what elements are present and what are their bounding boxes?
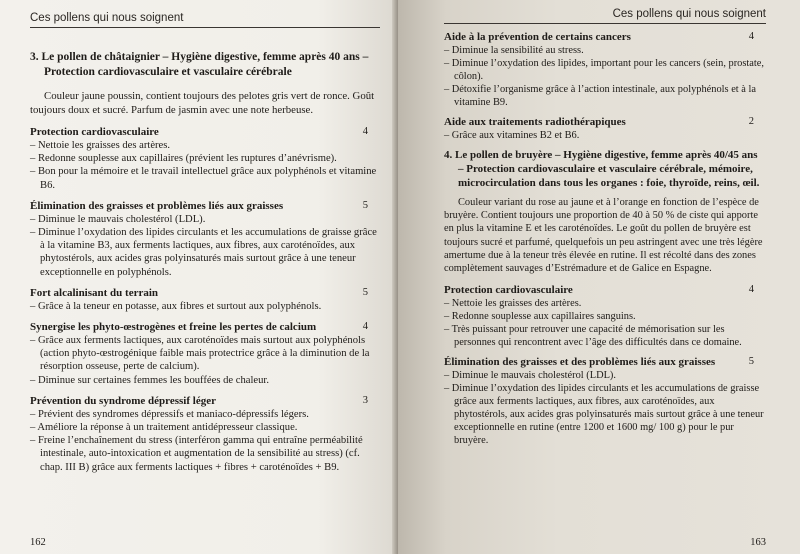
bullet-item: – Grâce aux ferments lactiques, aux caroténoïdes mais surtout aux polyphénols (action phyto-œstrogénique faible mais protectrice grâce à la diminution de la résorption osseuse, perte de calcium). xyxy=(30,334,380,374)
bullet-list xyxy=(30,213,380,279)
section-title: Protection cardiovasculaire xyxy=(444,284,573,297)
page-number: 163 xyxy=(750,537,766,548)
pollen-title-line2: – Protection cardiovasculaire et vasculaire cérébrale, mémoire, microcirculation dans tous les organes : foie, thyroïde, reins, œil. xyxy=(458,163,760,189)
section-title: Prévention du syndrome dépressif léger xyxy=(30,394,216,407)
bullet-item: – Diminue l’oxydation des lipides circulants et les accumulations de graisse grâce à la vitamine B3, aux ferments lactiques, aux fibres, aux caroténoïdes, aux phytostérols, aux acides gras polyinsaturés mais surtout grâce à une teneur exceptionnelle en polyphénols. xyxy=(30,226,380,279)
pollen-title-line1: 3. Le pollen de châtaignier – Hygiène digestive, femme après 40 ans – xyxy=(30,51,369,63)
bullet-item: – Nettoie les graisses des artères. xyxy=(444,297,766,310)
right-page xyxy=(398,0,800,554)
bullet-list xyxy=(444,44,766,109)
pollen-title xyxy=(30,50,380,80)
pollen-title xyxy=(444,148,766,190)
section-title: Élimination des graisses et des problèmes liés aux graisses xyxy=(444,356,716,369)
section-heading xyxy=(444,283,766,297)
section-title: Aide aux traitements radiothérapiques xyxy=(444,116,626,128)
running-head: Ces pollens qui nous soignent xyxy=(444,8,766,24)
bullet-item: – Freine l’enchaînement du stress (interféron gamma qui entraîne perméabilité intestinale, auto-intoxication et augmentation de la sensibilité au stress) (cf. chap. III B) grâce aux ferments lactiques + fibres + caroténoïdes + B9. xyxy=(30,434,380,474)
section xyxy=(444,30,766,109)
section xyxy=(444,283,766,349)
bullet-item: – Bon pour la mémoire et le travail intellectuel grâce aux polyphénols et vitamine B6. xyxy=(30,165,380,191)
bullet-item: – Diminue le mauvais cholestérol (LDL). xyxy=(444,369,766,382)
page-number: 162 xyxy=(30,537,46,548)
section-score: 2 xyxy=(748,116,754,127)
section xyxy=(30,286,380,313)
bullet-list xyxy=(30,300,380,313)
section xyxy=(30,125,380,192)
section-heading xyxy=(30,320,380,334)
bullet-list xyxy=(444,369,766,447)
section-heading xyxy=(30,125,380,139)
bullet-list xyxy=(30,408,380,474)
section-title: Élimination des graisses et problèmes liés aux graisses xyxy=(30,199,284,212)
bullet-item: – Redonne souplesse aux capillaires (prévient les ruptures d’anévrisme). xyxy=(30,152,380,165)
section xyxy=(30,199,380,279)
section-score: 5 xyxy=(748,356,754,368)
section-title: Synergise les phyto-œstrogènes et freine les pertes de calcium xyxy=(30,321,317,334)
bullet-item: – Diminue le mauvais cholestérol (LDL). xyxy=(30,213,380,226)
pollen-title-line2: Protection cardiovasculaire et vasculaire cérébrale xyxy=(44,66,292,78)
bullet-list xyxy=(30,334,380,387)
bullet-item: – Améliore la réponse à un traitement antidépresseur classique. xyxy=(30,421,380,434)
section xyxy=(444,115,766,142)
pollen-intro: Couleur variant du rose au jaune et à l’orange en fonction de l’espèce de bruyère. Contient toujours une proportion de 40 à 50 % de ciste qui apporte en plus la vitamine E et les caroténoïdes. Le goût du pollen de bruyère est toujours sucré et parfumé, quelquefois un peu astringent avec une très légère amertume due à la teneur très élevée en rutine. Il est récolté dans des zones complètement sauvages d’Estrémadure et de Galice en Espagne. xyxy=(444,197,763,275)
section-score: 4 xyxy=(748,284,754,296)
bullet-item: – Diminue l’oxydation des lipides circulants et les accumulations de graisse grâce aux ferments lactiques, aux fibres, aux caroténoïdes, aux phytostérols, aux acides gras polyinsaturés mais surtout grâce à une teneur exceptionnelle en rutine (entre 1200 et 1600 mg/ 100 g) pour le pur bruyère. xyxy=(444,382,766,447)
section-heading xyxy=(30,199,380,213)
section-score: 4 xyxy=(748,31,754,42)
bullet-list xyxy=(30,139,380,192)
bullet-list xyxy=(444,129,766,142)
section-score: 3 xyxy=(362,394,368,406)
section-heading xyxy=(444,355,766,369)
section-score: 4 xyxy=(362,126,368,137)
left-page xyxy=(0,0,398,554)
section-title: Fort alcalinisant du terrain xyxy=(30,286,159,299)
section xyxy=(444,355,766,447)
running-head: Ces pollens qui nous soignent xyxy=(30,12,380,28)
bullet-item: – Diminue l’oxydation des lipides, important pour les cancers (sein, prostate, côlon). xyxy=(444,57,766,83)
section-heading xyxy=(444,30,766,44)
bullet-item: – Grâce aux vitamines B2 et B6. xyxy=(444,129,766,142)
section-heading xyxy=(30,394,380,408)
section-title: Aide à la prévention de certains cancers xyxy=(444,31,631,43)
section-score: 4 xyxy=(362,321,368,333)
pollen-intro: Couleur jaune poussin, contient toujours des pelotes gris vert de ronce. Goût toujours doux et sucré. Parfum de jasmin avec une note herbeuse. xyxy=(30,90,375,116)
bullet-item: – Redonne souplesse aux capillaires sanguins. xyxy=(444,310,766,323)
section-title: Protection cardiovasculaire xyxy=(30,126,159,138)
bullet-item: – Très puissant pour retrouver une capacité de mémorisation sur les personnes qui rencontrent avec l’âge des difficultés dans ce domaine. xyxy=(444,323,766,349)
section xyxy=(30,320,380,387)
bullet-item: – Diminue la sensibilité au stress. xyxy=(444,44,766,57)
section-score: 5 xyxy=(362,286,368,298)
section-heading xyxy=(30,286,380,300)
bullet-item: – Nettoie les graisses des artères. xyxy=(30,139,380,152)
pollen-title-line1: 4. Le pollen de bruyère – Hygiène digestive, femme après 40/45 ans xyxy=(444,149,758,161)
bullet-item: – Détoxifie l’organisme grâce à l’action intestinale, aux polyphénols et à la vitamine B9. xyxy=(444,83,766,109)
section-score: 5 xyxy=(362,199,368,211)
bullet-list xyxy=(444,297,766,349)
bullet-item: – Diminue sur certaines femmes les bouffées de chaleur. xyxy=(30,374,380,387)
bullet-item: – Grâce à la teneur en potasse, aux fibres et surtout aux polyphénols. xyxy=(30,300,380,313)
section-heading xyxy=(444,115,766,129)
section xyxy=(30,394,380,474)
bullet-item: – Prévient des syndromes dépressifs et maniaco-dépressifs légers. xyxy=(30,408,380,421)
